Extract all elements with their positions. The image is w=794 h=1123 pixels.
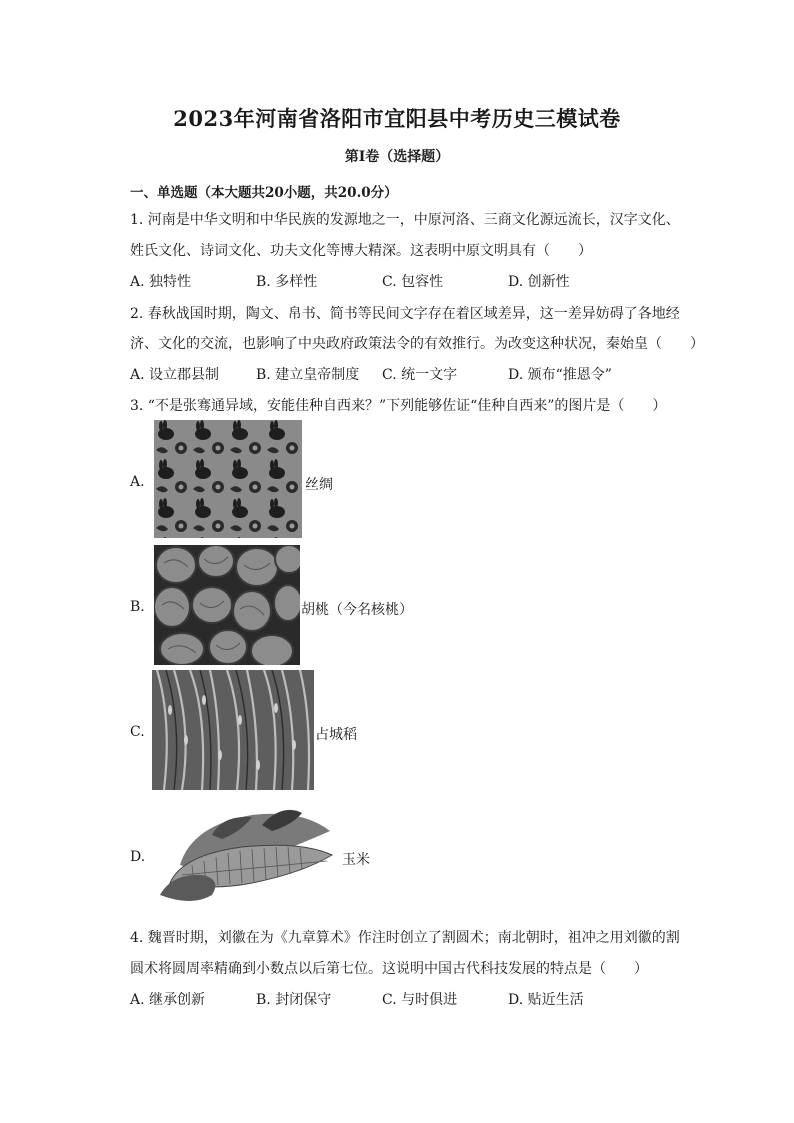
q2-option-b: B. 建立皇帝制度 [256, 367, 360, 383]
page-title: 2023年河南省洛阳市宜阳县中考历史三模试卷 [173, 106, 621, 131]
rice-image [152, 670, 314, 790]
q1-option-a: A. 独特性 [130, 274, 192, 290]
corn-image [152, 795, 340, 913]
q3-option-d-letter: D. [130, 849, 146, 865]
q2-stem-line1: 2. 春秋战国时期，陶文、帛书、简书等民间文字存在着区域差异，这一差异妨碍了各地经 [130, 306, 680, 322]
q3-option-c [130, 670, 450, 792]
q3-option-a-caption: 丝绸 [305, 477, 333, 493]
q1-option-b: B. 多样性 [256, 274, 318, 290]
q3-option-b [130, 545, 450, 667]
q3-option-c-letter: C. [130, 724, 145, 740]
q2-option-d: D. 颁布“推恩令” [508, 367, 612, 383]
q2-stem-line2: 济、文化的交流，也影响了中央政府政策法令的有效推行。为改变这种状况，秦始皇（ ） [130, 336, 704, 352]
q2-option-a: A. 设立郡县制 [130, 367, 220, 383]
q4-stem-line1: 4. 魏晋时期，刘徽在为《九章算术》作注时创立了割圆术；南北朝时，祖冲之用刘徽的割 [130, 930, 680, 946]
q3-option-c-caption: 占城稻 [315, 727, 357, 743]
walnut-image [154, 545, 300, 665]
q4-option-b: B. 封闭保守 [256, 992, 332, 1008]
q3-option-d [130, 795, 450, 917]
q3-option-a-letter: A. [130, 474, 145, 490]
q3-option-b-letter: B. [130, 599, 145, 615]
q2-option-c: C. 统一文字 [382, 367, 458, 383]
q3-option-d-caption: 玉米 [342, 852, 370, 868]
q4-option-c: C. 与时俱进 [382, 992, 458, 1008]
section-heading: 一、单选题（本大题共20小题，共20.0分） [130, 185, 398, 201]
q1-option-d: D. 创新性 [508, 274, 570, 290]
q3-stem: 3. “不是张骞通异域，安能佳种自西来？”下列能够佐证“佳种自西来”的图片是（ ） [130, 398, 667, 414]
q1-stem-line1: 1. 河南是中华文明和中华民族的发源地之一，中原河洛、三商文化源远流长，汉字文化、 [130, 212, 680, 228]
q3-option-b-caption: 胡桃（今名核桃） [301, 602, 413, 618]
q4-stem-line2: 圆术将圆周率精确到小数点以后第七位。这说明中国古代科技发展的特点是（ ） [130, 961, 648, 977]
q1-option-c: C. 包容性 [382, 274, 444, 290]
q3-option-a [130, 420, 430, 540]
silk-image [154, 420, 302, 538]
q4-option-d: D. 贴近生活 [508, 992, 584, 1008]
q1-stem-line2: 姓氏文化、诗词文化、功夫文化等博大精深。这表明中原文明具有（ ） [130, 243, 592, 259]
q4-option-a: A. 继承创新 [130, 992, 206, 1008]
page-subtitle: 第I卷（选择题） [344, 149, 450, 165]
